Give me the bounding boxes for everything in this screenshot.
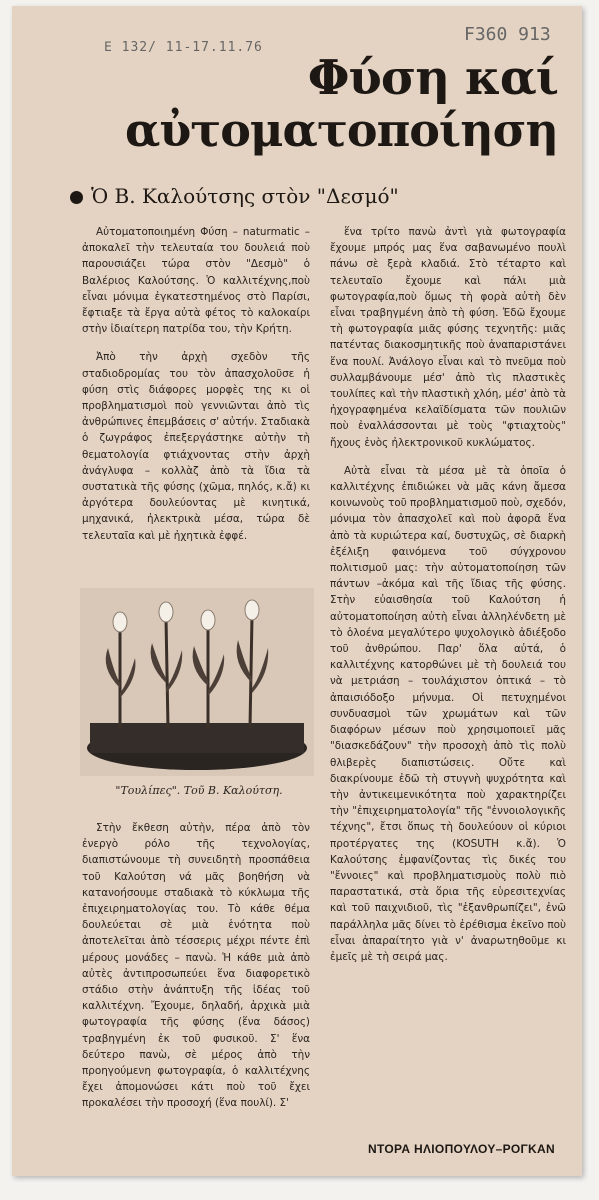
photo-caption: "Τουλίπες". Τοῦ Β. Καλούτση.: [115, 784, 283, 797]
paragraph: Στὴν ἔκθεση αὐτὴν, πέρα ἀπὸ τὸν ἐνεργὸ ρόλο τῆς τεχνολογίας, διαπιστώνουμε τὴ συνειδητὴ προσπάθεια τοῦ Καλούτση νά μᾶς βοηθήση νὰ κατανοήσουμε σταδιακὰ τὸ κύκλωμα τῆς ἐπιχειρηματολογίας του. Τὸ κάθε θέμα δουλεύεται σὲ μιὰ ἑνότητα ποὺ ἀποτελεῖται ἀπὸ τέσσερις μέχρι πέντε ἐπὶ μέρους μονάδες – πανὼ. Ἡ κάθε μιὰ ἀπὸ αὐτὲς ἀντιπροσωπεύει ἕνα διαφορετικὸ στάδιο στὴν ἀνάπτυξη τῆς ἰδέας τοῦ καλλιτέχνη. Ἔχουμε, δηλαδή, ἀρχικὰ μιὰ φωτογραφία τῆς φύσης (ἕνα δάσος) τραβηγμένη ἐκ τοῦ φυσικοῦ. Σ' ἕνα δεύτερο πανὼ, σὲ μέρος ἀπὸ τὴν προηγούμενη φωτογραφία, ὁ καλλιτέχνης ἔχει ἀπομονώσει κάτι ποὺ τοῦ ἔχει προκαλέσει τὴν προσοχή (ἕνα πουλί). Σ': [82, 822, 310, 1110]
handwritten-annotation-right: F360 913: [464, 24, 551, 45]
column-left-top: [82, 224, 310, 556]
author-byline: ΝΤΟΡΑ ΗΛΙΟΠΟΥΛΟΥ–ΡΟΓΚΑΝ: [368, 1142, 555, 1156]
bullet-icon: [70, 191, 83, 204]
tulips-photo: [80, 588, 314, 776]
paragraph: Ἀπὸ τὴν ἀρχὴ σχεδὸν τῆς σταδιοδρομίας του τὸν ἀπασχολοῦσε ἡ φύση στὶς διάφορες μορφὲς της κι οἱ προβληματισμοὶ ποὺ γεννιῶνται ἀπὸ τὶς ἀνθρώπινες ἐπεμβάσεις σ' αὐτήν. Σταδιακὰ ὁ ζωγράφος ἐπεξεργάστηκε αὐτὴν τὴ θεματολογία φτιάχνοντας στὴν ἀρχὴ ἀνάγλυφα – κολλὰζ ἀπὸ τὰ ἴδια τὰ συστατικὰ τῆς φύσης (χῶμα, πηλός, κ.ἄ) κι ἀργότερα δουλεύοντας μὲ κινητικά, μηχανικά, ἠλεκτρικὰ μέσα, τώρα δὲ τελευταῖα καὶ μὲ ἠχητικὰ ἐφφέ.: [82, 351, 310, 542]
newspaper-clipping: [12, 6, 582, 1176]
column-right: [330, 224, 566, 977]
headline: [125, 52, 558, 156]
subtitle-text: Ὁ Β. Καλούτσης στὸν "Δεσμό": [91, 184, 399, 208]
handwritten-annotation-left: Ε 132/ 11-17.11.76: [104, 40, 263, 55]
paragraph: ἕνα τρίτο πανὼ ἀντὶ γιὰ φωτογραφία ἔχουμε μπρός μας ἕνα σαβανωμένο πουλὶ πάνω σὲ ξερὰ κλαδιά. Στὸ τέταρτο καὶ τελευταῖο ἔχουμε καὶ πάλι μιὰ φωτογραφία,ποὺ ὅμως τὴ φορὰ αὐτὴ δὲν εἶναι τραβηγμένη ἀπὸ τὴ φύση. Ἐδῶ ἔχουμε τὴ φωτογραφία μιᾶς φύσης τεχνητῆς: μιᾶς πατέντας διακοσμητικῆς ποὺ ἀναπαριστάνει ἕνα πουλί. Ἀνάλογο εἶναι καὶ τὸ πνεῦμα ποὺ συλλαμβάνουμε μέσ' ἀπὸ τὶς πλαστικὲς τουλίπες καὶ τὴν πλαστικὴ χλόη, μέσ' ἀπὸ τὰ ἠχογραφημένα κελαϊδίσματα τῶν πουλιῶν ποὺ ἐναλλάσσονται μὲ τοὺς "φτιαχτοὺς" ἤχους ἑνὸς ἠλεκτρονικοῦ κυκλώματος.: [330, 226, 566, 449]
headline-line-1: Φύση καί: [307, 50, 558, 106]
headline-line-2: αὐτοματοποίηση: [124, 103, 558, 157]
paragraph: Αὐτοματοποιημένη Φύση – naturmatic – ἀποκαλεῖ τὴν τελευταία του δουλειά ποὺ παρουσιάζει τώρα στὸν "Δεσμὸ" ὁ Βαλέριος Καλούτσης. Ὁ καλλιτέχνης,ποὺ εἶναι μόνιμα ἐγκατεστημένος στὸ Παρίσι, ἔφτιαξε τὰ ἔργα αὐτὰ φέτος τὸ καλοκαίρι στὴν ἰδιαίτερη πατρίδα του, τὴν Κρήτη.: [82, 226, 310, 336]
column-left-bottom: [82, 820, 310, 1124]
article-subtitle: [70, 184, 399, 208]
paragraph: Αὐτὰ εἶναι τὰ μέσα μὲ τὰ ὁποῖα ὁ καλλιτέχνης ἐπιδιώκει νὰ μᾶς κάνη ἄμεσα κοινωνοὺς τοῦ προβληματισμοῦ ποὺ, σχεδόν, μόνιμα τὸν ἀπασχολεῖ καὶ ποὺ ἀφορᾶ ἕνα ἀπὸ τὰ κυριώτερα καί, δυστυχῶς, σὲ διαρκὴ ἐξέλιξη φαινόμενα τοῦ σύγχρονου πολιτισμοῦ μας: τὴν αὐτοματοποίηση τῶν πάντων –ἀκόμα καὶ τῆς ἴδιας τῆς φύσης. Στὴν εὐαισθησία τοῦ Καλούτση ἡ αὐτοματοποίηση αὐτὴ εἶναι ἀλληλένδετη μὲ τὸ ὁλοένα μεγαλύτερο ψυχολογικὸ ἀδιέξοδο τοῦ ἀνθρώπου. Παρ' ὅλα αὐτά, ὁ καλλιτέχνης κατορθώνει μὲ τὴ δουλειά του νὰ μετριάση – τουλάχιστον ὀπτικά – τὸ ἀπαισιόδοξο μήνυμα. Οἱ πετυχημένοι συνδυασμοὶ τῶν χρωμάτων καὶ τῶν διαφόρων μέσων ποὺ χρησιμοποιεῖ μᾶς "διασκεδάζουν" τὴν προσοχὴ ἀπὸ τὶς πολὺ θλιβερὲς διαπιστώσεις. Οὔτε καὶ διακρίνουμε ἐδῶ τὴ στυγνὴ ψυχρότητα καὶ τὴν ἀντικειμενικότητα ποὺ χαρακτηρίζει τὴν "ἐπιχειρηματολογία" τῆς "ἐννοιολογικῆς τέχνης", ἔτσι ὅπως τὴ δουλεύουν οἱ κύριοι προτέργατες της (KOSUTH κ.ἄ). Ὁ Καλούτσης ἐμφανίζοντας τὶς δικές του "ἔννοιες" καὶ προβληματισμοὺς πολὺ πιὸ παραστατικά, στὰ ὅρια τῆς εὑρεσιτεχνίας καὶ τοῦ παιχνιδιοῦ, τὶς "ἐξανθρωπίζει", ἐνῶ παράλληλα μᾶς δίνει τὸ ἐρέθισμα ἐκεῖνο ποὺ εἶναι ἀπαραίτητο γιὰ ν' ἀναρωτηθοῦμε κι ἐμεῖς μὲ τὴ σειρά μας.: [330, 464, 566, 963]
